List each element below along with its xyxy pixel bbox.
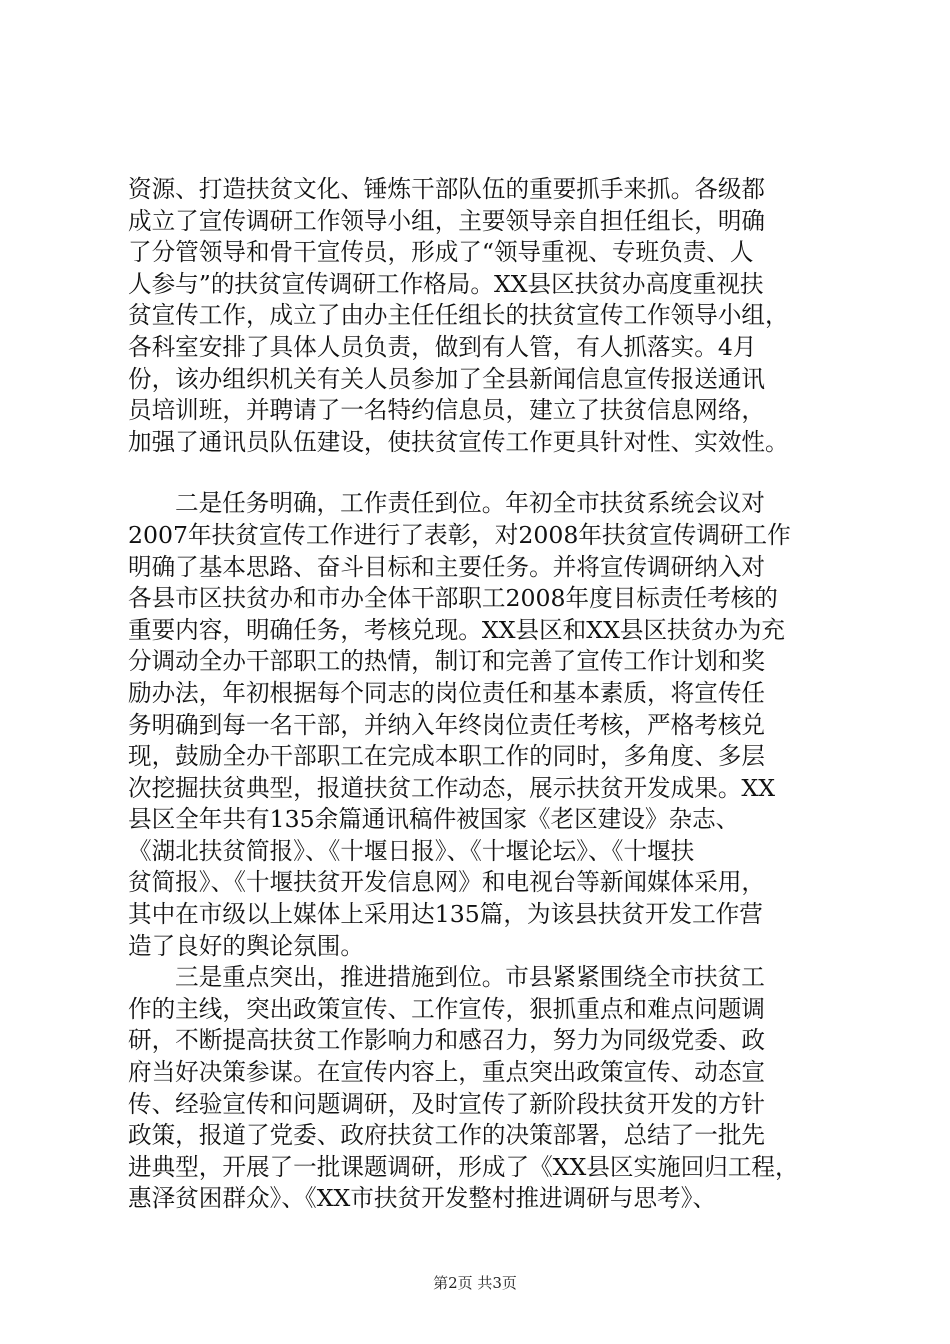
text-line: 《湖北扶贫简报》、《十堰日报》、《十堰论坛》、《十堰扶: [128, 836, 695, 865]
text-line: 员培训班，并聘请了一名特约信息员，建立了扶贫信息网络，: [128, 396, 766, 425]
document-body: [128, 174, 838, 1215]
text-line: 人参与”的扶贫宣传调研工作格局。XX县区扶贫办高度重视扶: [128, 269, 764, 298]
text-line: 了分管领导和骨干宣传员，形成了“领导重视、专班负责、人: [128, 238, 754, 267]
text-line: 府当好决策参谋。在宣传内容上，重点突出政策宣传、动态宣: [128, 1058, 766, 1087]
text-line: 2007年扶贫宣传工作进行了表彰，对2008年扶贫宣传调研工作: [128, 520, 791, 549]
text-line: 各科室安排了具体人员负责，做到有人管，有人抓落实。4月: [128, 332, 757, 361]
text-line: 务明确到每一名干部，并纳入年终岗位责任考核，严格考核兑: [128, 710, 766, 739]
text-line: 次挖掘扶贫典型，报道扶贫工作动态，展示扶贫开发成果。XX: [128, 773, 776, 802]
text-line: 进典型，开展了一批课题调研，形成了《XX县区实施回归工程，: [128, 1152, 799, 1181]
text-line: 研，不断提高扶贫工作影响力和感召力，努力为同级党委、政: [128, 1026, 766, 1055]
text-line: 政策，报道了党委、政府扶贫工作的决策部署，总结了一批先: [128, 1121, 766, 1150]
text-line: 重要内容，明确任务，考核兑现。XX县区和XX县区扶贫办为充: [128, 615, 786, 644]
text-line: 作的主线，突出政策宣传、工作宣传，狠抓重点和难点问题调: [128, 994, 766, 1023]
text-line: 三是重点突出，推进措施到位。市县紧紧围绕全市扶贫工: [175, 963, 765, 992]
text-line: 县区全年共有135余篇通讯稿件被国家《老区建设》杂志、: [128, 805, 740, 834]
text-line: 惠泽贫困群众》、《XX市扶贫开发整村推进调研与思考》、: [128, 1184, 717, 1213]
text-line: 成立了宣传调研工作领导小组，主要领导亲自担任组长，明确: [128, 206, 766, 235]
text-line: 各县市区扶贫办和市办全体干部职工2008年度目标责任考核的: [128, 584, 778, 613]
text-line: 贫简报》、《十堰扶贫开发信息网》和电视台等新闻媒体采用，: [128, 868, 766, 897]
text-line: 明确了基本思路、奋斗目标和主要任务。并将宣传调研纳入对: [128, 552, 766, 581]
text-line: 资源、打造扶贫文化、锤炼干部队伍的重要抓手来抓。各级都: [128, 175, 766, 203]
text-line: 加强了通讯员队伍建设，使扶贫宣传工作更具针对性、实效性。: [128, 427, 789, 456]
text-line: 贫宣传工作，成立了由办主任任组长的扶贫宣传工作领导小组，: [128, 301, 789, 330]
text-line: 现，鼓励全办干部职工在完成本职工作的同时，多角度、多层: [128, 742, 766, 771]
text-line: 分调动全办干部职工的热情，制订和完善了宣传工作计划和奖: [128, 647, 766, 676]
text-line: 传、经验宣传和问题调研，及时宣传了新阶段扶贫开发的方针: [128, 1089, 766, 1118]
text-line: 造了良好的舆论氛围。: [128, 931, 364, 960]
text-line: 二是任务明确，工作责任到位。年初全市扶贫系统会议对: [175, 489, 765, 518]
page-number: 第2页 共3页: [433, 1274, 517, 1292]
paragraph-3: [128, 962, 838, 1215]
text-line: 励办法，年初根据每个同志的岗位责任和基本素质，将宣传任: [128, 678, 766, 707]
paragraph-gap: [128, 458, 838, 488]
text-line: 份，该办组织机关有关人员参加了全县新闻信息宣传报送通讯: [128, 364, 766, 393]
page-footer: [0, 1273, 950, 1293]
paragraph-1: [128, 174, 838, 458]
text-line: 其中在市级以上媒体上采用达135篇，为该县扶贫开发工作营: [128, 900, 763, 929]
paragraph-2: [128, 488, 838, 962]
